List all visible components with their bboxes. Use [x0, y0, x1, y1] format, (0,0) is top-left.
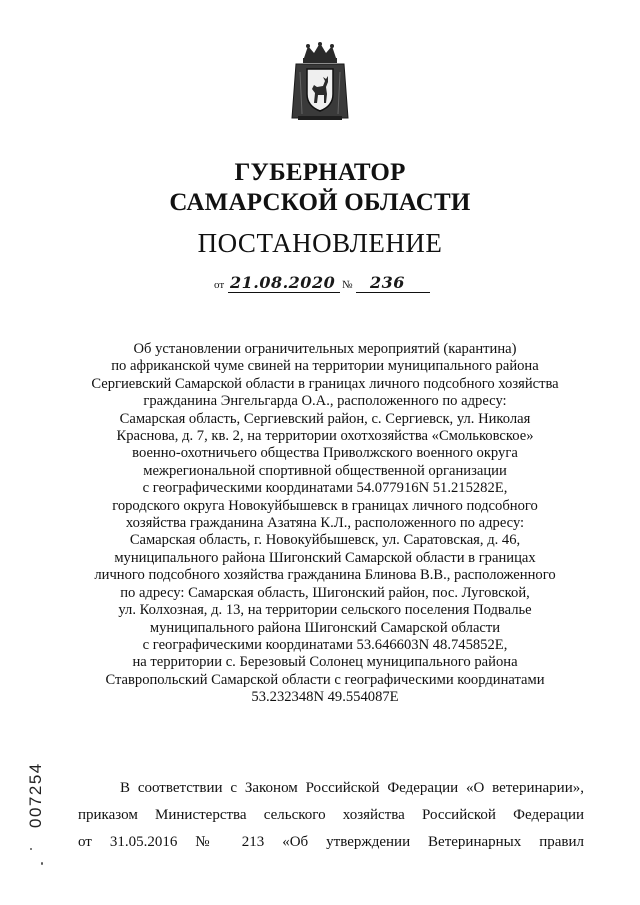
- subject-line: хозяйства гражданина Азатяна К.Л., расположенного по адресу:: [125, 515, 525, 532]
- date-number-line: [214, 272, 444, 294]
- subject-line: Краснова, д. 7, кв. 2, на территории охотхозяйства «Смольковское»: [116, 428, 534, 445]
- subject-line: Ставропольский Самарской области с географическими координатами: [105, 671, 545, 688]
- authority-title-line-1: ГУБЕРНАТОР: [234, 159, 406, 186]
- date-prefix-label: от: [214, 279, 225, 291]
- scan-speck: [41, 862, 43, 865]
- subject-line: Самарская область, Сергиевский район, с. Сергиевск, ул. Николая: [119, 410, 531, 427]
- handwritten-date: 21.08.2020: [230, 273, 336, 292]
- body-line: приказом Министерства сельского хозяйства Российской Федерации: [78, 807, 584, 823]
- subject-line: Сергиевский Самарской области в границах личного подсобного хозяйства: [91, 375, 559, 392]
- margin-registration-stamp: 007254: [26, 762, 45, 828]
- subject-line: по африканской чуме свиней на территории муниципального района: [111, 358, 539, 375]
- subject-line: муниципального района Шигонский Самарской области в границах: [114, 549, 536, 566]
- number-prefix-label: №: [342, 279, 353, 291]
- coat-of-arms-emblem: [290, 42, 350, 124]
- body-line: от 31.05.2016 № 213 «Об утверждении Ветеринарных правил: [78, 834, 584, 850]
- subject-line: с географическими координатами 54.077916N 51.215282E,: [142, 480, 508, 497]
- subject-line: военно-охотничьего общества Приволжского военного округа: [132, 445, 518, 462]
- handwritten-number: 236: [370, 273, 405, 292]
- scan-speck: [30, 848, 32, 850]
- subject-line: по адресу: Самарская область, Шигонский район, пос. Луговской,: [120, 584, 530, 601]
- authority-title-line-2: САМАРСКОЙ ОБЛАСТИ: [169, 189, 471, 216]
- subject-line: гражданина Энгельгарда О.А., расположенного по адресу:: [143, 393, 507, 410]
- preamble-paragraph: [78, 775, 584, 856]
- subject-line: с географическими координатами 53.646603N 48.745852E,: [142, 636, 508, 653]
- body-line: В соответствии с Законом Российской Федерации «О ветеринарии»,: [120, 780, 584, 796]
- subject-line: городского округа Новокуйбышевск в границах личного подсобного: [112, 497, 538, 514]
- number-underline: [356, 292, 430, 293]
- subject-line: муниципального района Шигонский Самарской области: [149, 619, 501, 636]
- subject-line: межрегиональной спортивной общественной организации: [143, 462, 507, 479]
- subject-line: 53.232348N 49.554087E: [251, 689, 399, 706]
- document-type-heading: ПОСТАНОВЛЕНИЕ: [197, 228, 443, 258]
- subject-line: на территории с. Березовый Солонец муниципального района: [132, 654, 518, 671]
- subject-line: Самарская область, г. Новокуйбышевск, ул. Саратовская, д. 46,: [129, 532, 521, 549]
- subject-line: личного подсобного хозяйства гражданина Блинова В.В., расположенного: [94, 567, 556, 584]
- date-underline: [228, 292, 340, 293]
- document-subject: [60, 341, 590, 707]
- subject-line: ул. Колхозная, д. 13, на территории сельского поселения Подвалье: [118, 602, 532, 619]
- subject-line: Об установлении ограничительных мероприятий (карантина): [133, 341, 517, 357]
- samara-coat-of-arms-icon: [290, 42, 350, 124]
